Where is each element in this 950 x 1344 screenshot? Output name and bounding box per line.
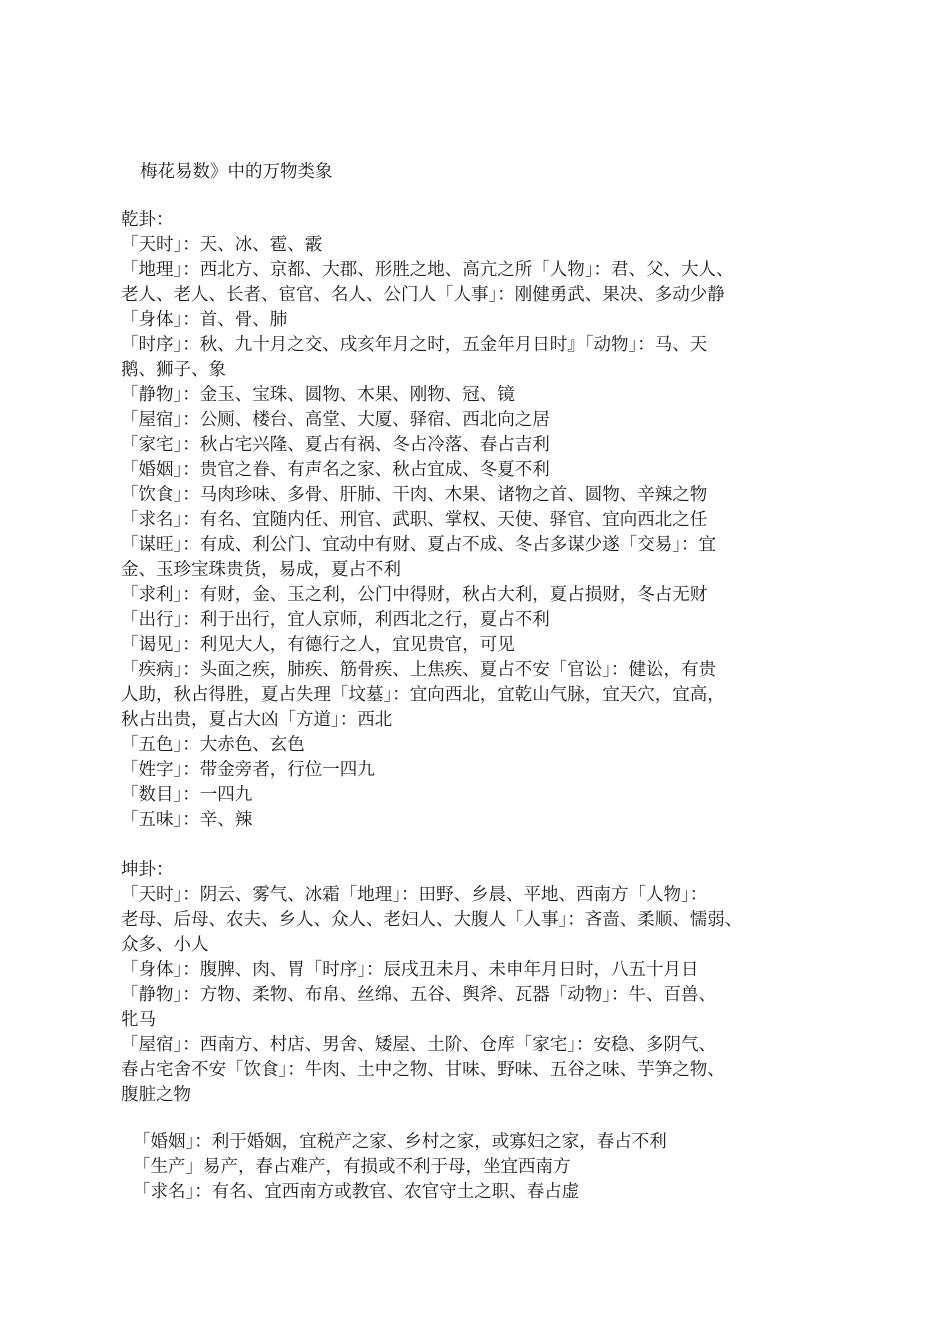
text-line: 「出行」：利于出行，宜人京师，利西北之行，夏占不利 <box>121 610 550 630</box>
text-line: 春占宅舍不安「饮食」：牛肉、土中之物、甘味、野味、五谷之味、芋笋之物、 <box>121 1060 725 1080</box>
text-line: 人助，秋占得胜，夏占失理「坟墓」：宜向西北，宜乾山气脉，宜天穴，宜高， <box>121 685 725 705</box>
text-line: 「求名」：有名、宜随内任、刑官、武职、掌权、天使、驿官、宜向西北之任 <box>121 510 708 530</box>
text-line: 「谒见」：利见大人，有德行之人，宜见贵官，可见 <box>121 635 515 655</box>
text-line: 「屋宿」：西南方、村店、男舍、矮屋、土阶、仓库「家宅」：安稳、多阴气、 <box>121 1035 716 1055</box>
text-line: 「姓字」：带金旁者，行位一四九 <box>121 760 375 780</box>
text-line: 「饮食」：马肉珍味、多骨、肝肺、干肉、木果、诸物之首、圆物、辛辣之物 <box>121 485 708 505</box>
text-line: 「生产」易产，春占难产，有损或不利于母，坐宜西南方 <box>133 1157 571 1177</box>
kun-tail-lines <box>133 1130 833 1205</box>
text-line: 「身体」：首、骨、肺 <box>121 310 288 330</box>
kun-section <box>121 858 821 1108</box>
text-line: 「静物」：金玉、宝珠、圆物、木果、刚物、冠、镜 <box>121 385 515 405</box>
text-line: 「五味」：辛、辣 <box>121 810 253 830</box>
qian-section <box>121 208 821 833</box>
text-line: 「五色」：大赤色、玄色 <box>121 735 305 755</box>
text-line: 「地理」：西北方、京都、大郡、形胜之地、高亢之所「人物」：君、父、大人、 <box>121 260 734 280</box>
text-line: 鹅、狮子、象 <box>121 360 226 380</box>
kun-heading: 坤卦： <box>121 860 174 880</box>
text-line: 「屋宿」：公厕、楼台、高堂、大厦、驿宿、西北向之居 <box>121 410 550 430</box>
text-line: 「求名」：有名、宜西南方或教官、农官守土之职、春占虚 <box>133 1182 580 1202</box>
qian-lines <box>121 233 821 833</box>
text-line: 「谋旺」：有成、利公门、宜动中有财、夏占不成、冬占多谋少遂「交易」：宜 <box>121 535 716 555</box>
text-line: 「婚姻」：利于婚姻，宜税产之家、乡村之家，或寡妇之家，春占不利 <box>133 1132 667 1152</box>
kun-lines <box>121 883 821 1108</box>
text-line: 秋占出贵，夏占大凶「方道」：西北 <box>121 710 393 730</box>
text-line: 腹脏之物 <box>121 1085 191 1105</box>
qian-heading: 乾卦： <box>121 210 174 230</box>
text-line: 「时序」：秋、九十月之交、戌亥年月之时，五金年月日时』「动物」：马、天 <box>121 335 708 355</box>
text-line: 「家宅」：秋占宅兴隆、夏占有祸、冬占冷落、春占吉利 <box>121 435 550 455</box>
text-line: 老母、后母、农夫、乡人、众人、老妇人、大腹人「人事」：吝啬、柔顺、懦弱、 <box>121 910 743 930</box>
text-line: 众多、小人 <box>121 935 209 955</box>
text-line: 「静物」：方物、柔物、布帛、丝绵、五谷、舆斧、瓦器「动物」：牛、百兽、 <box>121 985 716 1005</box>
text-line: 「天时」：天、冰、雹、霰 <box>121 235 323 255</box>
text-line: 「天时」：阴云、雾气、冰霜「地理」：田野、乡晨、平地、西南方「人物」： <box>121 885 708 905</box>
text-line: 金、玉珍宝珠贵货，易成，夏占不利 <box>121 560 401 580</box>
text-line: 「求利」：有财，金、玉之利，公门中得财，秋占大利，夏占损财，冬占无财 <box>121 585 708 605</box>
text-line: 「身体」：腹脾、肉、胃「时序」：辰戌丑未月、未申年月日时，八五十月日 <box>121 960 699 980</box>
text-line: 老人、老人、长者、宦官、名人、公门人「人事」：刚健勇武、果决、多动少静 <box>121 285 725 305</box>
text-line: 「数目」：一四九 <box>121 785 253 805</box>
document-title: 梅花易数》中的万物类象 <box>140 162 333 182</box>
text-line: 「婚姻」：贵官之眷、有声名之家、秋占宜成、冬夏不利 <box>121 460 550 480</box>
text-line: 「疾病」：头面之疾，肺疾、筋骨疾、上焦疾、夏占不安「官讼」：健讼，有贵 <box>121 660 716 680</box>
text-line: 牝马 <box>121 1010 156 1030</box>
